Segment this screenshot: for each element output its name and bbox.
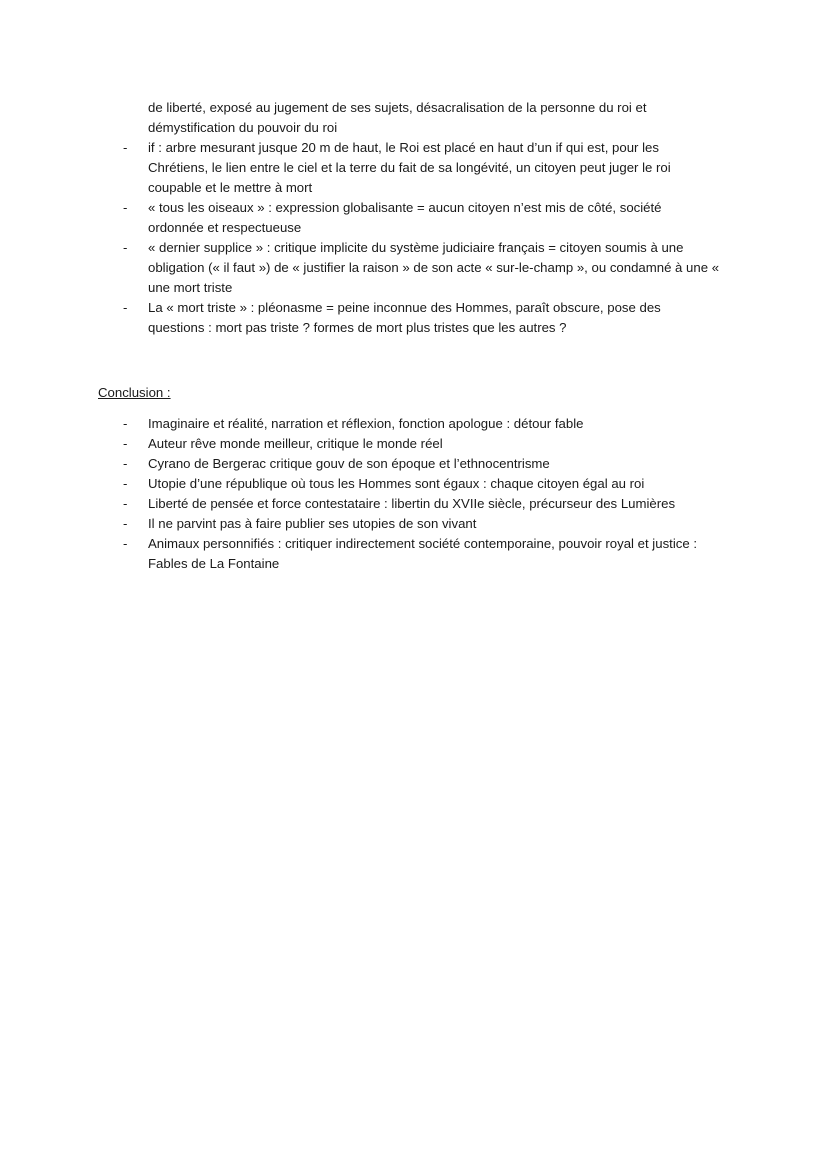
list-item xyxy=(0,494,768,514)
conclusion-bullet-list xyxy=(0,414,768,574)
list-item xyxy=(0,454,708,474)
list-item xyxy=(0,534,708,574)
list-item-text: « dernier supplice » : critique implicite du système judiciaire français = citoyen soumis à une obligation (« il faut ») de « justifier la raison » de son acte « sur-le-champ », ou condamné à une « une mort triste xyxy=(148,240,720,295)
list-item xyxy=(0,138,713,198)
list-item xyxy=(0,514,708,534)
bullet-dash: - xyxy=(123,300,128,315)
conclusion-heading: Conclusion : xyxy=(98,385,171,400)
list-item-text: « tous les oiseaux » : expression globalisante = aucun citoyen n’est mis de côté, société ordonnée et respectueuse xyxy=(148,200,662,235)
list-item-text: if : arbre mesurant jusque 20 m de haut, le Roi est placé en haut d’un if qui est, pour les Chrétiens, le lien entre le ciel et la terre du fait de sa longévité, un citoyen peut juger le roi coupable et le mettre à mort xyxy=(148,140,671,195)
continuation-line-1: de liberté, exposé au jugement de ses sujets, désacralisation de la personne du roi et xyxy=(148,100,647,115)
list-item-text: Cyrano de Bergerac critique gouv de son époque et l’ethnocentrisme xyxy=(148,456,550,471)
list-item-text: Il ne parvint pas à faire publier ses utopies de son vivant xyxy=(148,516,477,531)
analysis-bullet-list xyxy=(0,138,723,338)
bullet-dash: - xyxy=(123,200,128,215)
list-item xyxy=(0,298,693,338)
bullet-dash: - xyxy=(123,476,128,491)
bullet-dash: - xyxy=(123,516,128,531)
list-item xyxy=(0,434,708,454)
list-item xyxy=(0,198,693,238)
list-item xyxy=(0,474,708,494)
list-item-text: Imaginaire et réalité, narration et réflexion, fonction apologue : détour fable xyxy=(148,416,584,431)
bullet-dash: - xyxy=(123,140,128,155)
list-item-text: Liberté de pensée et force contestataire : libertin du XVIIe siècle, précurseur des Lumières xyxy=(148,496,676,511)
list-item xyxy=(0,238,723,298)
list-item-text: Utopie d’une république où tous les Hommes sont égaux : chaque citoyen égal au roi xyxy=(148,476,645,491)
bullet-dash: - xyxy=(123,536,128,551)
bullet-dash: - xyxy=(123,456,128,471)
list-item-text: La « mort triste » : pléonasme = peine inconnue des Hommes, paraît obscure, pose des questions : mort pas triste ? formes de mort plus tristes que les autres ? xyxy=(148,300,661,335)
bullet-dash: - xyxy=(123,240,128,255)
list-item-text: Animaux personnifiés : critiquer indirectement société contemporaine, pouvoir royal et justice : Fables de La Fontaine xyxy=(148,536,698,571)
continuation-line-2: démystification du pouvoir du roi xyxy=(148,120,338,135)
bullet-dash: - xyxy=(123,416,128,431)
bullet-dash: - xyxy=(123,436,128,451)
bullet-dash: - xyxy=(123,496,128,511)
list-item xyxy=(0,414,708,434)
list-item-text: Auteur rêve monde meilleur, critique le monde réel xyxy=(148,436,443,451)
